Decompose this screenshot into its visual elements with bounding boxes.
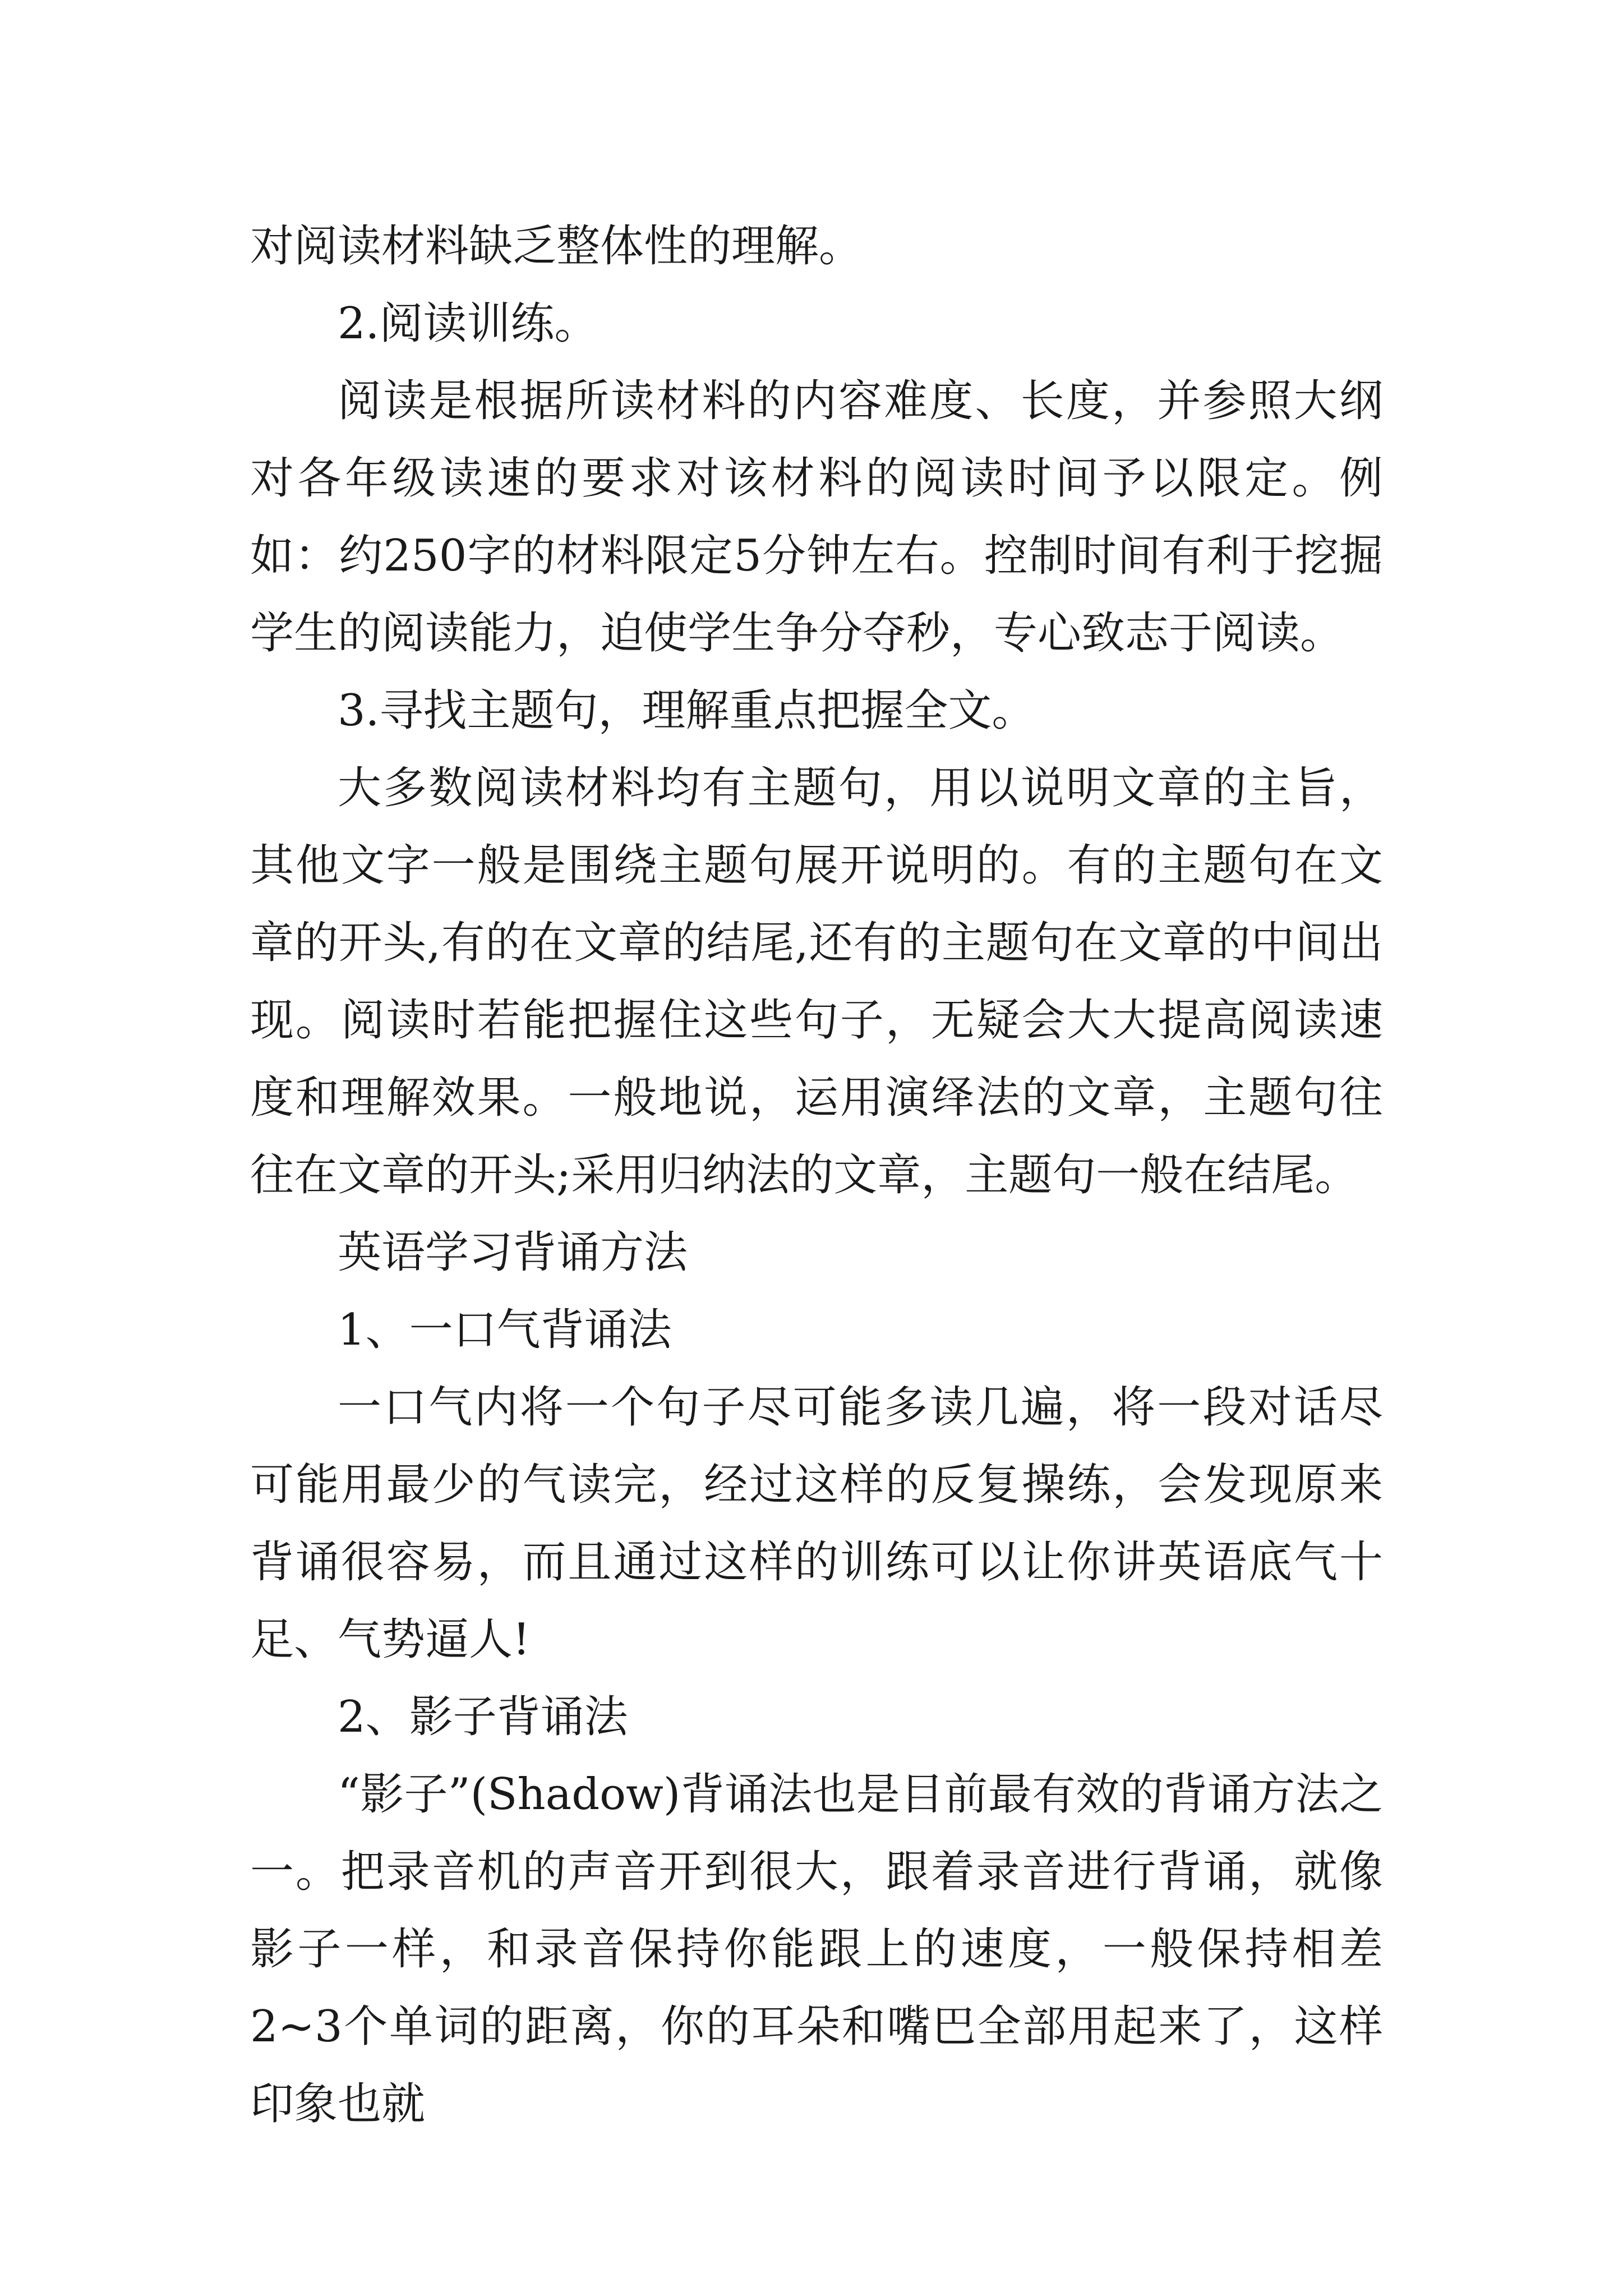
- heading-shadow-method: 2、影子背诵法: [338, 1692, 628, 1742]
- paragraph-one-breath-method: 一口气内将一个句子尽可能多读几遍，将一段对话尽可能用最少的气读完，经过这样的反复操练，会发现原来背诵很容易，而且通过这样的训练可以让你讲英语底气十足、气势逼人!: [250, 1382, 1383, 1665]
- paragraph-reading-time: 阅读是根据所读材料的内容难度、长度，并参照大纲对各年级读速的要求对该材料的阅读时间予以限定。例如：约250字的材料限定5分钟左右。控制时间有利于挖掘学生的阅读能力，迫使学生争分夺秒，专心致志于阅读。: [250, 376, 1383, 659]
- paragraph-1: 对阅读材料缺乏整体性的理解。: [250, 221, 863, 272]
- heading-one-breath-method: 1、一口气背诵法: [338, 1305, 672, 1355]
- heading-reading-training: 2.阅读训练。: [338, 298, 598, 349]
- paragraph-shadow-method: “影子”(Shadow)背诵法也是目前最有效的背诵方法之一。把录音机的声音开到很大，跟着录音进行背诵，就像影子一样，和录音保持你能跟上的速度，一般保持相差2~3个单词的距离，你的耳朵和嘴巴全部用起来了，这样印象也就: [250, 1769, 1383, 2129]
- heading-topic-sentence: 3.寻找主题句，理解重点把握全文。: [338, 685, 1036, 736]
- paragraph-topic-sentence: 大多数阅读材料均有主题句，用以说明文章的主旨，其他文字一般是围绕主题句展开说明的。有的主题句在文章的开头,有的在文章的结尾,还有的主题句在文章的中间出现。阅读时若能把握住这些句子，无疑会大大提高阅读速度和理解效果。一般地说，运用演绎法的文章，主题句往往在文章的开头;采用归纳法的文章，主题句一般在结尾。: [250, 763, 1383, 1200]
- document-body: [250, 208, 1383, 2143]
- heading-recitation-methods: 英语学习背诵方法: [338, 1227, 688, 1278]
